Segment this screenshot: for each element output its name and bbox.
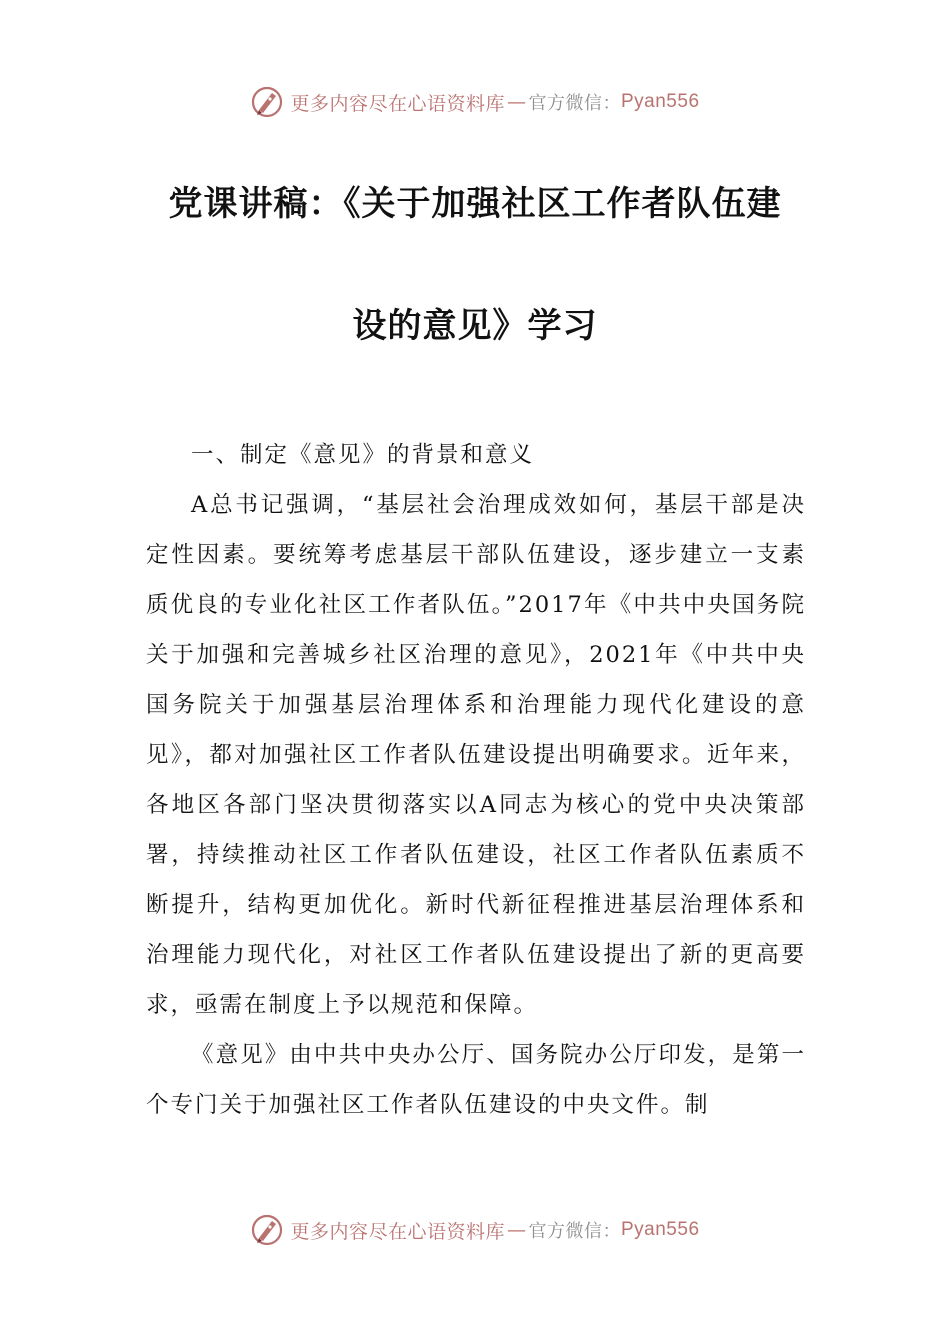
- paragraph-1: A总书记强调，“基层社会治理成效如何，基层干部是决定性因素。要统筹考虑基层干部队伍建设，逐步建立一支素质优良的专业化社区工作者队伍。”2017年《中共中央国务院关于加强和完善城乡社区治理的意见》，2021年《中共中央国务院关于加强基层治理体系和治理能力现代化建设的意见》，都对加强社区工作者队伍建设提出明确要求。近年来，各地区各部门坚决贯彻落实以A同志为核心的党中央决策部署，持续推动社区工作者队伍建设，社区工作者队伍素质不断提升，结构更加优化。新时代新征程推进基层治理体系和治理能力现代化，对社区工作者队伍建设提出了新的更高要求，亟需在制度上予以规范和保障。: [146, 492, 806, 1018]
- section-heading: 一、制定《意见》的背景和意义: [191, 442, 535, 468]
- watermark-label: 官方微信：: [528, 93, 621, 114]
- watermark-text: 更多内容尽在心语资料库: [290, 1220, 505, 1243]
- watermark-separator: —: [507, 91, 527, 113]
- paragraph-2: 《意见》由中共中央办公厅、国务院办公厅印发，是第一个专门关于加强社区工作者队伍建设的中央文件。制: [146, 1042, 806, 1118]
- document-title-line1: 党课讲稿：《关于加强社区工作者队伍建: [168, 184, 782, 224]
- watermark-text: 更多内容尽在心语资料库: [290, 92, 505, 115]
- watermark-label: 官方微信：: [528, 1221, 621, 1242]
- document-body: [146, 430, 806, 1130]
- document-title-line2: 设的意见》学习: [352, 306, 598, 346]
- watermark-separator: —: [507, 1219, 527, 1241]
- pen-logo-icon: [250, 85, 284, 119]
- watermark-id: Pyan556: [621, 1219, 700, 1240]
- watermark-id: Pyan556: [621, 91, 700, 112]
- header-watermark: [0, 82, 950, 122]
- footer-watermark: [0, 1210, 950, 1250]
- pen-logo-icon: [250, 1213, 284, 1247]
